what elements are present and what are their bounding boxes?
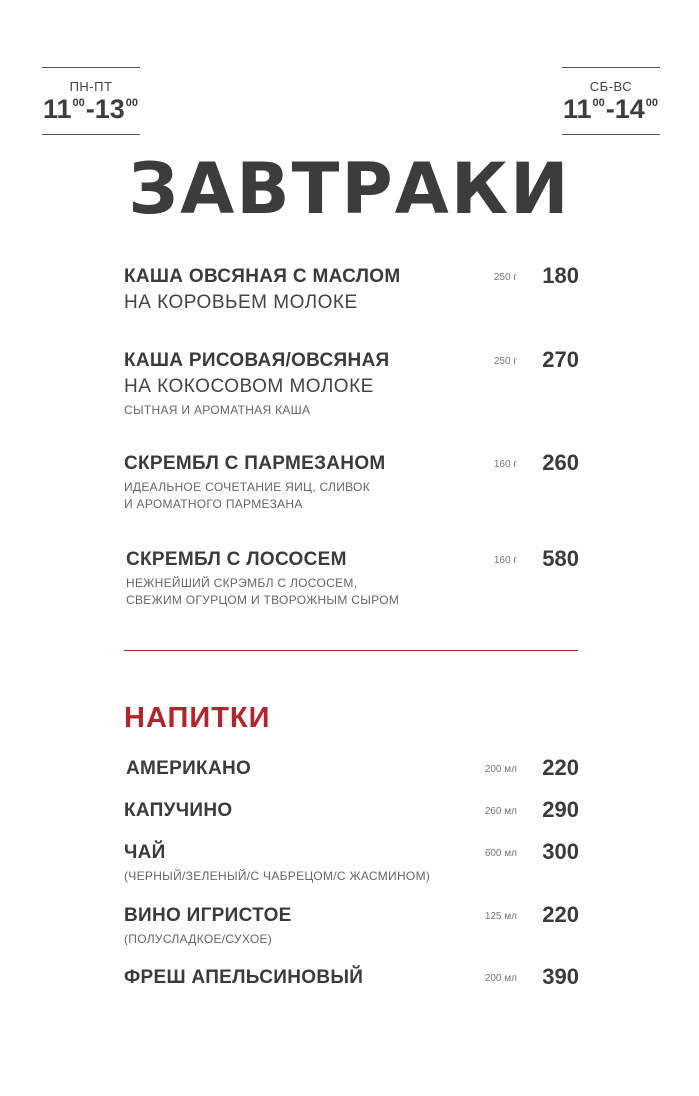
menu-item — [126, 755, 579, 780]
hours-weekdays — [42, 67, 140, 135]
menu-item — [124, 797, 579, 822]
hours-time: $11^{00}-14^{00}$ — [562, 94, 659, 124]
item-weight: 200 мл — [484, 764, 517, 775]
item-name: ВИНО ИГРИСТОЕ — [124, 905, 292, 926]
to-minutes: 00 — [645, 97, 659, 109]
item-description: ИДЕАЛЬНОЕ СОЧЕТАНИЕ ЯИЦ, СЛИВОК И АРОМАТНОГО ПАРМЕЗАНА — [124, 480, 370, 511]
to-hour: 14 — [614, 94, 645, 124]
item-weight: 250 г — [493, 356, 517, 367]
item-name: КАША ОВСЯНАЯ С МАСЛОМ — [124, 266, 401, 287]
menu-item — [124, 347, 579, 419]
item-name: СКРЕМБЛ С ЛОСОСЕМ — [126, 549, 347, 570]
item-price: 220 — [542, 902, 579, 927]
item-weight: 600 мл — [484, 848, 517, 859]
to-hour: 13 — [94, 94, 125, 124]
item-name: СКРЕМБЛ С ПАРМЕЗАНОМ — [124, 453, 386, 474]
item-description: (ПОЛУСЛАДКОЕ/СУХОЕ) — [124, 932, 273, 946]
page-title: ЗАВТРАКИ — [128, 148, 571, 230]
item-name: ЧАЙ — [124, 842, 166, 863]
menu-item — [126, 546, 579, 609]
from-hour: 11 — [562, 94, 592, 124]
item-name: ФРЕШ АПЕЛЬСИНОВЫЙ — [124, 967, 364, 988]
menu-item — [124, 839, 579, 885]
item-weight: 160 г — [493, 459, 517, 470]
item-description: СЫТНАЯ И АРОМАТНАЯ КАША — [124, 403, 311, 417]
from-minutes: 00 — [592, 97, 605, 109]
from-minutes: 00 — [72, 97, 85, 109]
hours-days-label: СБ-ВС — [589, 79, 633, 94]
drinks-title: НАПИТКИ — [124, 702, 271, 734]
item-price: 260 — [542, 450, 579, 475]
item-description: НЕЖНЕЙШИЙ СКРЭМБЛ С ЛОСОСЕМ, СВЕЖИМ ОГУРЦОМ И ТВОРОЖНЫМ СЫРОМ — [126, 576, 400, 607]
hours-days-label: ПН-ПТ — [69, 79, 113, 94]
hours-time: $11^{00}-13^{00}$ — [42, 94, 139, 124]
item-weight: 260 мл — [484, 806, 517, 817]
menu-item — [124, 902, 579, 948]
item-price: 290 — [542, 797, 579, 822]
item-price: 180 — [542, 263, 579, 288]
menu-item — [124, 450, 579, 513]
item-name: АМЕРИКАНО — [126, 758, 252, 779]
item-weight: 200 мл — [484, 973, 517, 984]
item-name: КАПУЧИНО — [124, 800, 233, 821]
from-hour: 11 — [42, 94, 72, 124]
item-price: 390 — [542, 964, 579, 989]
item-subname: НА КОКОСОВОМ МОЛОКЕ — [124, 376, 374, 397]
item-price: 580 — [542, 546, 579, 571]
item-weight: 160 г — [493, 555, 517, 566]
section-divider — [124, 650, 578, 651]
menu-item — [124, 263, 579, 314]
menu-item — [124, 964, 579, 989]
item-price: 270 — [542, 347, 579, 372]
item-price: 220 — [542, 755, 579, 780]
item-weight: 250 г — [493, 272, 517, 283]
item-weight: 125 мл — [484, 911, 517, 922]
item-price: 300 — [542, 839, 579, 864]
hours-weekend — [562, 67, 660, 135]
item-name: КАША РИСОВАЯ/ОВСЯНАЯ — [124, 350, 390, 371]
to-minutes: 00 — [125, 97, 139, 109]
item-subname: НА КОРОВЬЕМ МОЛОКЕ — [124, 292, 358, 313]
item-description: (ЧЕРНЫЙ/ЗЕЛЕНЫЙ/С ЧАБРЕЦОМ/С ЖАСМИНОМ) — [124, 869, 431, 883]
